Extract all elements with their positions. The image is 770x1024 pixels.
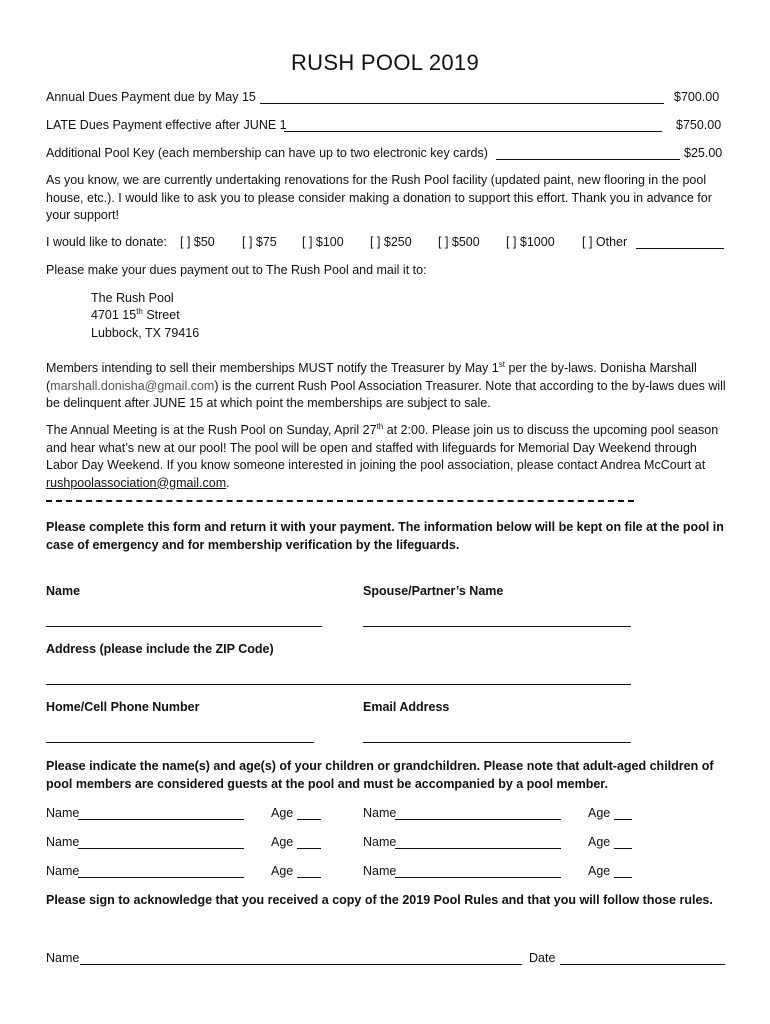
children-intro: Please indicate the name(s) and age(s) of your children or grandchildren. Please note that adult-aged children of pool members are considered guests at the pool and must be accompanied by a pool member. <box>46 759 714 791</box>
email-label: Email Address <box>363 700 450 714</box>
email-field[interactable] <box>363 742 631 743</box>
cut-line <box>46 500 634 502</box>
fee-amount: $25.00 <box>684 146 723 160</box>
fee-leader-line <box>496 159 680 160</box>
donate-label: I would like to donate: <box>46 235 167 249</box>
members-paragraph: Members intending to sell their memberships MUST notify the Treasurer by May 1st per the by-laws. Donisha Marshall (marshall.donisha@gmail.com) is the current Rush Pool Association Treasurer. Note that according to the by-laws dues will be delinquent after JUNE 15 at which point the memberships are subject to sale. <box>46 359 726 410</box>
treasurer-email-link[interactable]: marshall.donisha@gmail.com <box>50 378 215 393</box>
child-age-field[interactable] <box>297 848 321 849</box>
donate-other-line[interactable] <box>636 248 724 249</box>
association-email-link[interactable]: rushpoolassociation@gmail.com <box>46 475 227 490</box>
child-name-label: Name <box>363 835 397 849</box>
phone-label: Home/Cell Phone Number <box>46 700 200 714</box>
name-field[interactable] <box>46 626 322 627</box>
spouse-field[interactable] <box>363 626 631 627</box>
child-name-label: Name <box>46 806 80 820</box>
signature-name-label: Name <box>46 951 80 965</box>
address-line-3: Lubbock, TX 79416 <box>91 326 200 340</box>
donate-option-50[interactable]: [ ] $50 <box>180 235 215 249</box>
acknowledge-text: Please sign to acknowledge that you received a copy of the 2019 Pool Rules and that you will follow those rules. <box>46 893 713 907</box>
child-name-field[interactable] <box>78 848 244 849</box>
signature-date-field[interactable] <box>560 964 725 965</box>
address-field[interactable] <box>46 684 631 685</box>
child-name-field[interactable] <box>78 877 244 878</box>
address-line-1: The Rush Pool <box>91 291 174 305</box>
signature-name-field[interactable] <box>80 964 522 965</box>
meeting-paragraph: The Annual Meeting is at the Rush Pool on Sunday, April 27th at 2:00. Please join us to discuss the upcoming pool season and hear what’s new at our pool! The pool will be open and staffed with lifeguards for Memorial Day Weekend through Labor Day Weekend. If you know someone interested in joining the pool association, please contact Andrea McCourt at rushpoolassociation@gmail.com. <box>46 421 719 490</box>
donate-option-500[interactable]: [ ] $500 <box>438 235 480 249</box>
donate-option-1000[interactable]: [ ] $1000 <box>506 235 555 249</box>
fee-label: LATE Dues Payment effective after JUNE 1 <box>46 118 287 132</box>
child-name-field[interactable] <box>78 819 244 820</box>
address-line-2: 4701 15th Street <box>91 306 180 322</box>
child-name-field[interactable] <box>395 848 561 849</box>
child-age-label: Age <box>588 835 611 849</box>
fee-label: Annual Dues Payment due by May 15 <box>46 90 256 104</box>
address-label: Address (please include the ZIP Code) <box>46 642 274 656</box>
child-age-field[interactable] <box>297 877 321 878</box>
signature-date-label: Date <box>529 951 556 965</box>
child-age-field[interactable] <box>614 877 632 878</box>
child-age-label: Age <box>271 835 294 849</box>
child-age-label: Age <box>588 806 611 820</box>
donate-option-75[interactable]: [ ] $75 <box>242 235 277 249</box>
child-name-label: Name <box>363 864 397 878</box>
child-age-label: Age <box>271 864 294 878</box>
fee-amount: $750.00 <box>676 118 722 132</box>
spouse-label: Spouse/Partner’s Name <box>363 584 504 598</box>
fee-leader-line <box>284 131 662 132</box>
child-name-label: Name <box>363 806 397 820</box>
form-intro: Please complete this form and return it with your payment. The information below will be kept on file at the pool in case of emergency and for membership verification by the lifeguards. <box>46 520 724 552</box>
mail-instruction: Please make your dues payment out to The Rush Pool and mail it to: <box>46 263 427 277</box>
child-name-field[interactable] <box>395 819 561 820</box>
fee-amount: $700.00 <box>674 90 720 104</box>
child-age-field[interactable] <box>297 819 321 820</box>
child-age-field[interactable] <box>614 848 632 849</box>
child-age-label: Age <box>588 864 611 878</box>
phone-field[interactable] <box>46 742 314 743</box>
child-name-label: Name <box>46 864 80 878</box>
donate-option-100[interactable]: [ ] $100 <box>302 235 344 249</box>
page-title: RUSH POOL 2019 <box>290 50 480 75</box>
child-age-label: Age <box>271 806 294 820</box>
renovation-paragraph: As you know, we are currently undertaking renovations for the Rush Pool facility (updated paint, new flooring in the pool house, etc.). I would like to ask you to please consider making a donation to support this effort. Thank you in advance for your support! <box>46 173 712 222</box>
child-name-label: Name <box>46 835 80 849</box>
child-age-field[interactable] <box>614 819 632 820</box>
child-name-field[interactable] <box>395 877 561 878</box>
donate-option-other[interactable]: [ ] Other <box>582 235 628 249</box>
donate-option-250[interactable]: [ ] $250 <box>370 235 412 249</box>
fee-label: Additional Pool Key (each membership can have up to two electronic key cards) <box>46 146 488 160</box>
fee-leader-line <box>260 103 664 104</box>
name-label: Name <box>46 584 81 598</box>
